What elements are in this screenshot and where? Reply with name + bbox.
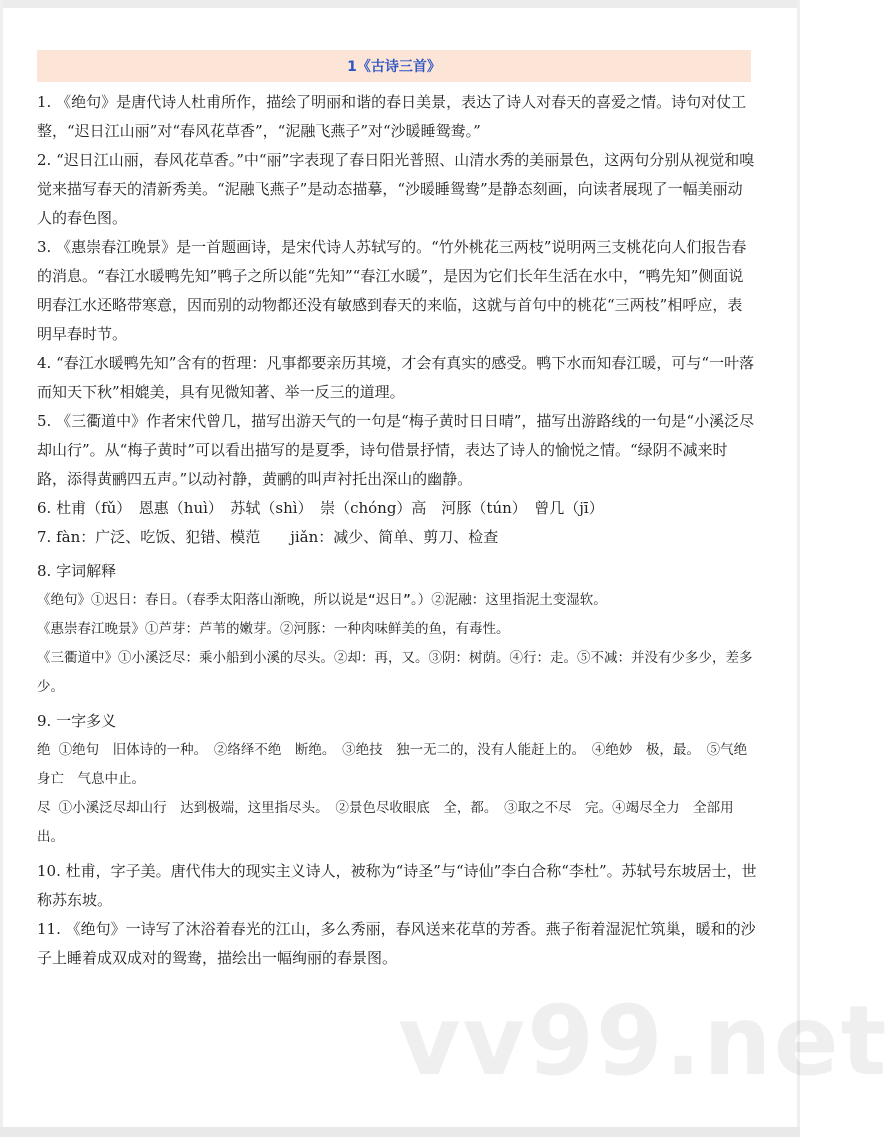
note-paragraph: 3. 《惠崇春江晚景》是一首题画诗，是宋代诗人苏轼写的。“竹外桃花三两枝”说明两三支桃花向人们报告春的消息。“春江水暖鸭先知”鸭子之所以能“先知”“春江水暖”，是因为它们长年生活在水中，“鸭先知”侧面说明春江水还略带寒意，因而别的动物都还没有敏感到春天的来临，这就与首句中的桃花“三两枝”相呼应，表明早春时节。 [37, 238, 747, 343]
page-left-edge [0, 0, 3, 1137]
section-heading: 8. 字词解释 [37, 562, 117, 580]
notes-content [37, 88, 757, 973]
note-paragraph: 10. 杜甫，字子美。唐代伟大的现实主义诗人，被称为“诗圣”与“诗仙”李白合称“李杜”。苏轼号东坡居士，世称苏东坡。 [37, 862, 757, 909]
note-paragraph: 1. 《绝句》是唐代诗人杜甫所作，描绘了明丽和谐的春日美景，表达了诗人对春天的喜爱之情。诗句对仗工整，“迟日江山丽”对“春风花草香”，“泥融飞燕子”对“沙暖睡鸳鸯。” [37, 93, 747, 140]
note-paragraph: 2. “迟日江山丽，春风花草香。”中“丽”字表现了春日阳光普照、山清水秀的美丽景色，这两句分别从视觉和嗅觉来描写春天的清新秀美。“泥融飞燕子”是动态描摹，“沙暖睡鸳鸯”是静态刻画，向读者展现了一幅美丽动人的春色图。 [37, 151, 755, 227]
watermark-text: vv99.net [398, 985, 889, 1097]
page-top-edge [0, 0, 800, 8]
page-bottom-edge [0, 1127, 800, 1137]
note-paragraph: 4. “春江水暖鸭先知”含有的哲理：凡事都要亲历其境，才会有真实的感受。鸭下水而知春江暖，可与“一叶落而知天下秋”相媲美，具有见微知著、举一反三的道理。 [37, 354, 755, 401]
definition-line: 《三衢道中》①小溪泛尽：乘小船到小溪的尽头。②却：再，又。③阴：树荫。④行：走。⑤不减：并没有少多少，差多少。 [37, 650, 753, 695]
page-title: 1《古诗三首》 [347, 59, 441, 75]
pinyin-words-line: 7. fàn：广泛、吃饭、犯错、模范 jiǎn：减少、简单、剪刀、检查 [37, 528, 499, 546]
page-right-edge [797, 0, 800, 1137]
title-banner [37, 50, 751, 82]
note-paragraph: 5. 《三衢道中》作者宋代曾几，描写出游天气的一句是“梅子黄时日日晴”，描写出游路线的一句是“小溪泛尽却山行”。从“梅子黄时”可以看出描写的是夏季，诗句借景抒情，表达了诗人的愉悦之情。“绿阴不减来时路，添得黄鹂四五声。”以动衬静，黄鹂的叫声衬托出深山的幽静。 [37, 412, 755, 488]
polysemy-line: 尽 ①小溪泛尽却山行 达到极端，这里指尽头。 ②景色尽收眼底 全，都。 ③取之不尽 完。④竭尽全力 全部用出。 [37, 800, 734, 845]
polysemy-line: 绝 ①绝句 旧体诗的一种。 ②络绎不绝 断绝。 ③绝技 独一无二的，没有人能赶上的。 ④绝妙 极，最。 ⑤气绝身亡 气息中止。 [37, 742, 748, 787]
section-heading: 9. 一字多义 [37, 712, 117, 730]
definition-line: 《惠崇春江晚景》①芦芽：芦苇的嫩芽。②河豚：一种肉味鲜美的鱼，有毒性。 [37, 621, 510, 637]
definition-line: 《绝句》①迟日：春日。（春季太阳落山渐晚，所以说是“迟日”。）②泥融：这里指泥土变湿软。 [37, 592, 607, 608]
note-paragraph: 11. 《绝句》一诗写了沐浴着春光的江山，多么秀丽，春风送来花草的芳香。燕子衔着湿泥忙筑巢，暖和的沙子上睡着成双成对的鸳鸯，描绘出一幅绚丽的春景图。 [37, 920, 756, 967]
pinyin-line: 6. 杜甫（fǔ） 恩惠（huì） 苏轼（shì） 崇（chóng）高 河豚（tún） 曾几（jī） [37, 499, 604, 517]
